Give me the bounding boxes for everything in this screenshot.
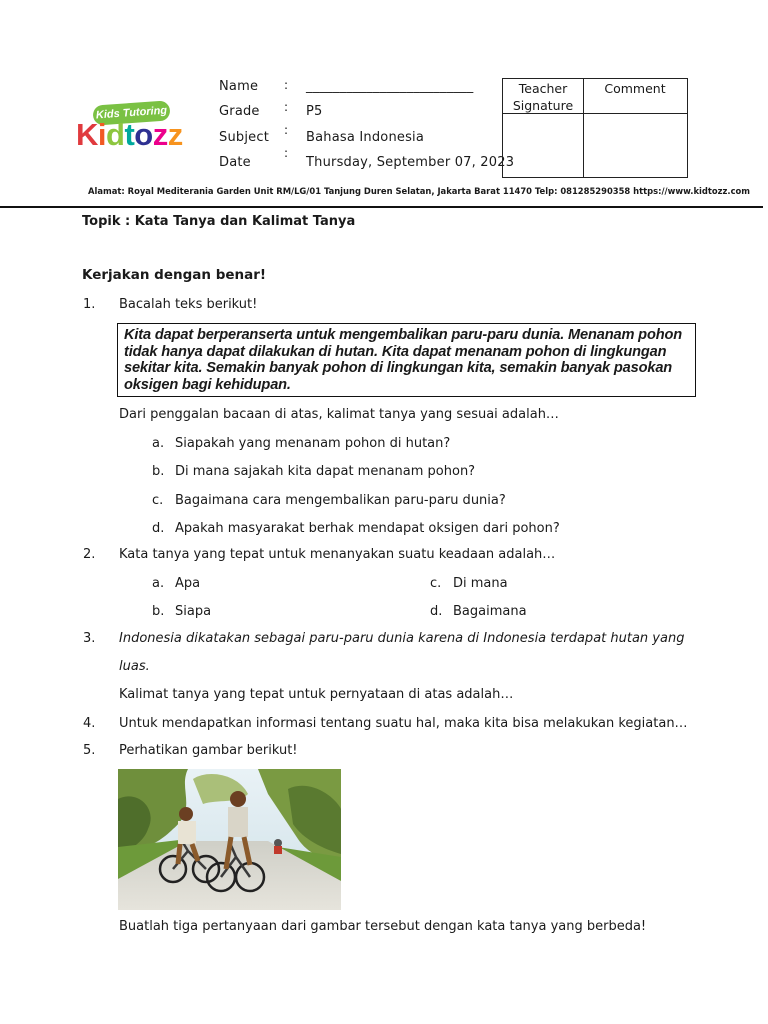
option-text: Bagaimana cara mengembalikan paru-paru dunia? [175, 493, 506, 508]
option-letter: c. [430, 576, 442, 591]
question-number: 1. [83, 297, 96, 312]
divider [0, 206, 763, 208]
colon: : [284, 78, 289, 92]
option-letter: d. [152, 521, 165, 536]
option-text: Apakah masyarakat berhak mendapat oksigen dari pohon? [175, 521, 560, 536]
logo: Kidtozz [76, 117, 183, 152]
date-label: Date [219, 155, 251, 170]
statement-text: Indonesia dikatakan sebagai paru-paru dunia karena di Indonesia terdapat hutan yang [119, 631, 685, 646]
question-prompt: Bacalah teks berikut! [119, 297, 258, 312]
address: Alamat: Royal Mediterania Garden Unit RM/LG/01 Tanjung Duren Selatan, Jakarta Barat 11470 Telp: 081285290358 https://www.kidtozz.com [88, 186, 751, 196]
question-text: Dari penggalan bacaan di atas, kalimat tanya yang sesuai adalah… [119, 407, 559, 422]
option-letter: b. [152, 464, 165, 479]
teacher-signature-header: Teacher Signature [512, 81, 574, 113]
instruction: Kerjakan dengan benar! [82, 267, 267, 283]
colon: : [284, 123, 289, 137]
teacher-table [502, 78, 688, 178]
option-text: Di mana sajakah kita dapat menanam pohon? [175, 464, 476, 479]
option-text: Siapa [175, 604, 212, 619]
task-instruction: Buatlah tiga pertanyaan dari gambar tersebut dengan kata tanya yang berbeda! [119, 919, 647, 934]
statement-text: luas. [119, 659, 150, 674]
question-prompt: Untuk mendapatkan informasi tentang suatu hal, maka kita bisa melakukan kegiatan… [119, 716, 688, 731]
question-number: 5. [83, 743, 96, 758]
question-prompt: Kalimat tanya yang tepat untuk pernyataan di atas adalah… [119, 687, 514, 702]
option-text: Di mana [453, 576, 508, 591]
date-value: Thursday, September 07, 2023 [306, 155, 515, 170]
option-letter: d. [430, 604, 443, 619]
topic-title: Topik : Kata Tanya dan Kalimat Tanya [82, 214, 356, 229]
option-letter: a. [152, 576, 165, 591]
option-text: Apa [175, 576, 201, 591]
reading-passage: Kita dapat berperanserta untuk mengembalikan paru-paru dunia. Menanam pohon tidak hanya dapat dilakukan di hutan. Kita dapat menanam pohon di lingkungan sekitar kita. Semakin banyak pohon di lingkungan kita, semakin banyak pasokan oksigen bagi kehidupan. [117, 323, 696, 397]
photo-children-cycling [118, 769, 341, 910]
option-letter: a. [152, 436, 165, 451]
colon: : [284, 146, 289, 160]
logo-badge: Kids Tutoring [92, 100, 170, 125]
option-letter: c. [152, 493, 164, 508]
question-prompt: Perhatikan gambar berikut! [119, 743, 298, 758]
subject-value: Bahasa Indonesia [306, 130, 425, 145]
option-text: Bagaimana [453, 604, 527, 619]
name-value: _________________________ [306, 79, 474, 94]
question-number: 3. [83, 631, 96, 646]
comment-header: Comment [604, 81, 666, 96]
name-label: Name [219, 79, 259, 94]
colon: : [284, 100, 289, 114]
grade-label: Grade [219, 104, 260, 119]
question-number: 4. [83, 716, 96, 731]
option-letter: b. [152, 604, 165, 619]
option-text: Siapakah yang menanam pohon di hutan? [175, 436, 451, 451]
grade-value: P5 [306, 104, 323, 119]
question-prompt: Kata tanya yang tepat untuk menanyakan suatu keadaan adalah… [119, 547, 556, 562]
question-number: 2. [83, 547, 96, 562]
subject-label: Subject [219, 130, 269, 145]
